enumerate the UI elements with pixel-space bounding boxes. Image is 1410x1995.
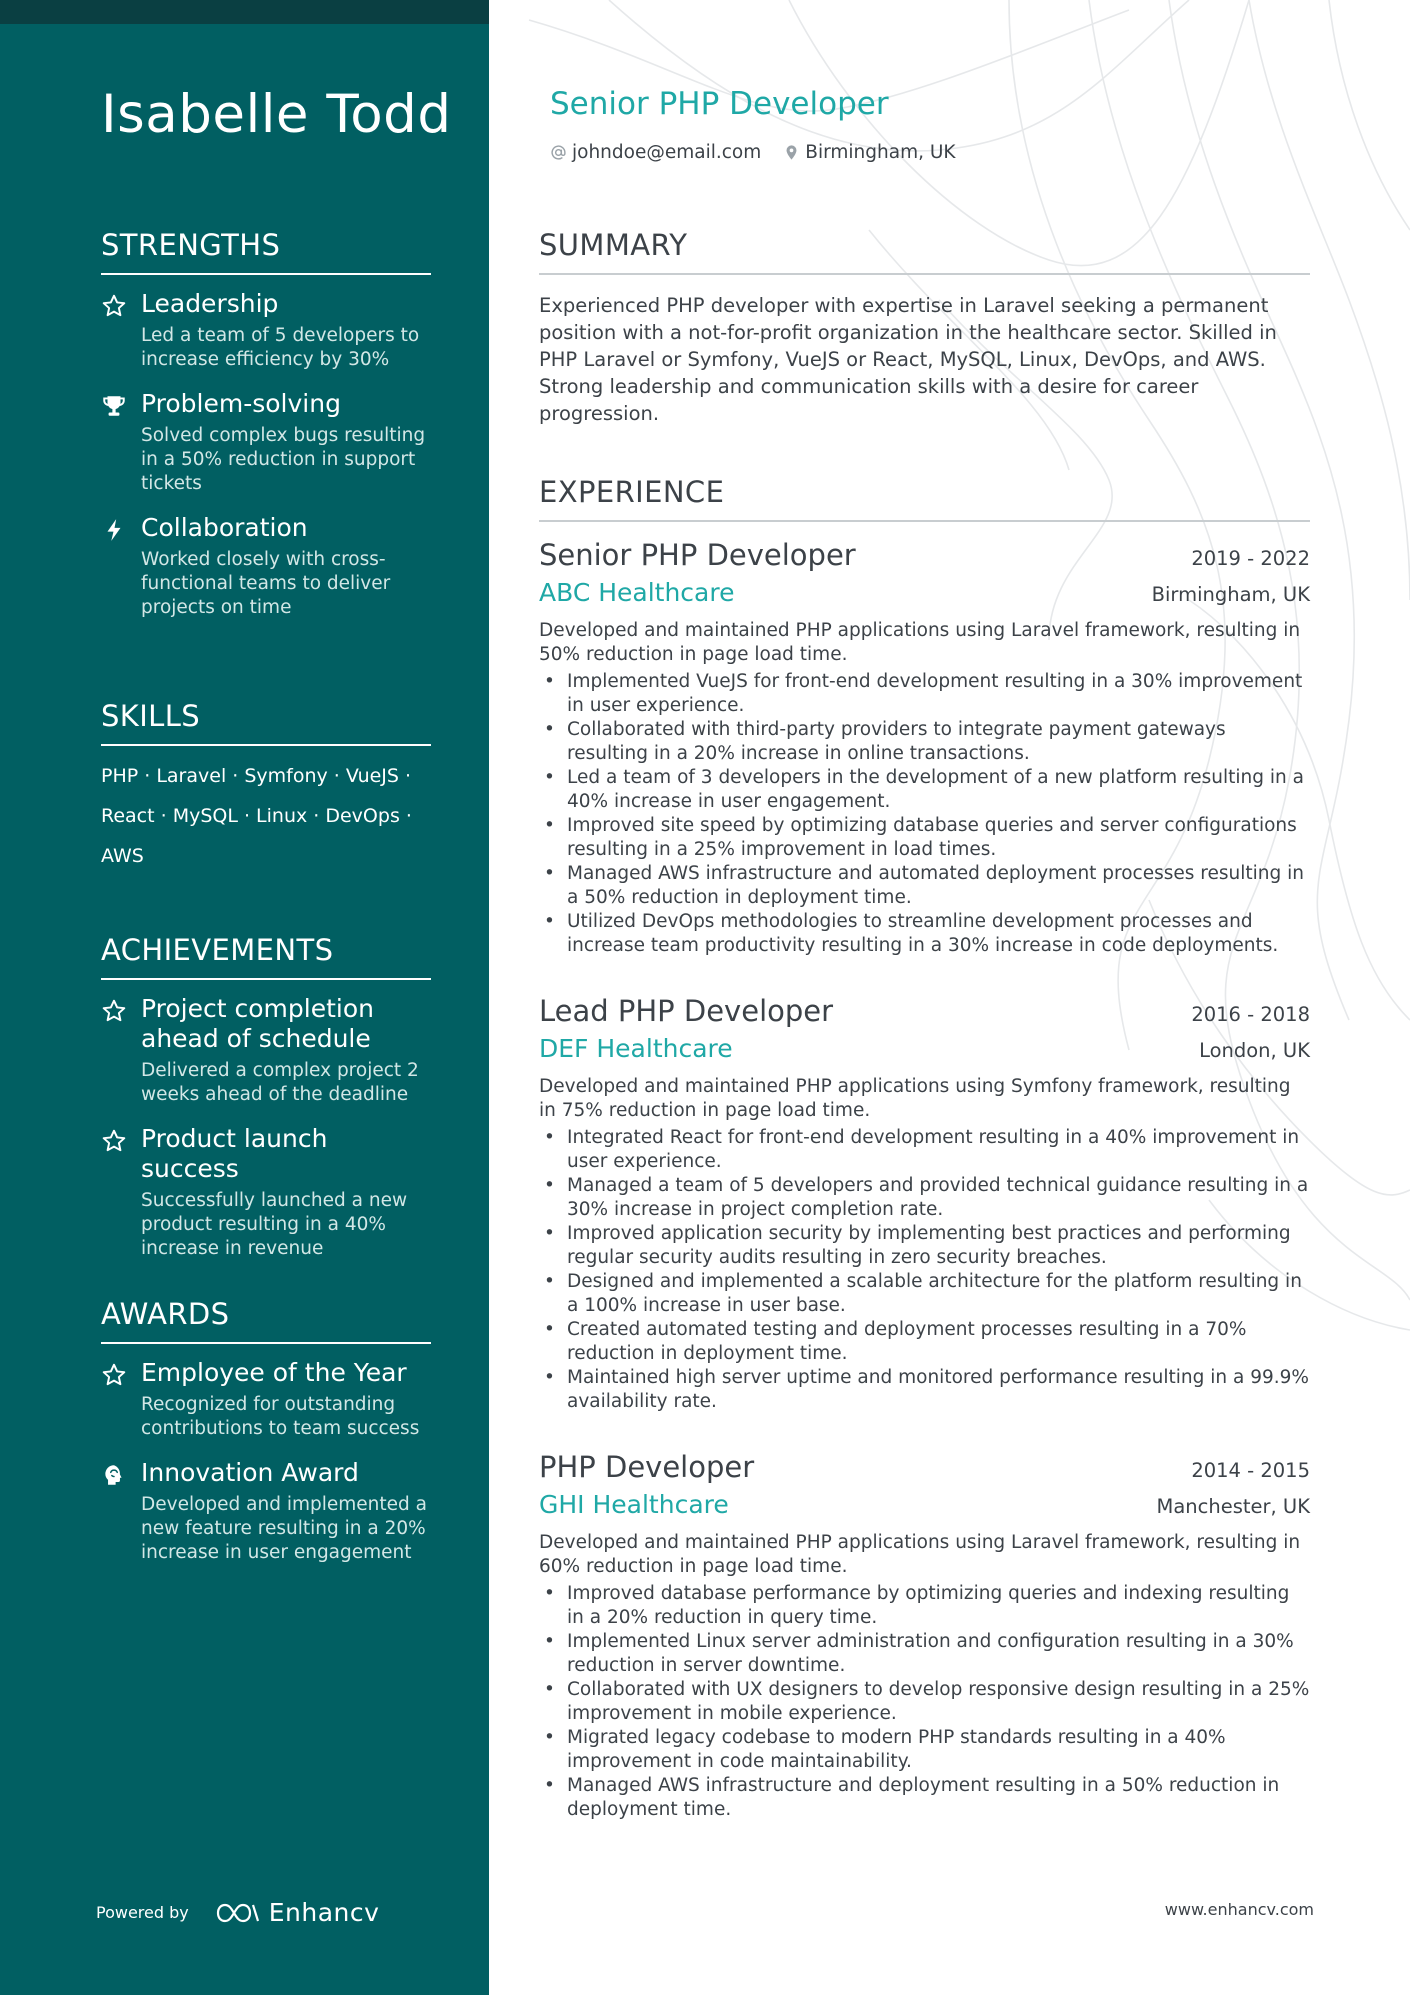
job-location: Manchester, UK (1156, 1495, 1310, 1518)
achievements-section (101, 933, 431, 1278)
strength-desc: Solved complex bugs resulting in a 50% reduction in support tickets (141, 425, 426, 494)
powered-by-label: Powered by (96, 1903, 189, 1922)
job-bullet: • Created automated testing and deployment processes resulting in a 70% reduction in deployment time. (539, 1318, 1310, 1366)
job-bullet: • Managed a team of 5 developers and provided technical guidance resulting in a 30% increase in project completion rate. (539, 1174, 1310, 1222)
award-title: Innovation Award (141, 1458, 359, 1487)
strengths-heading: STRENGTHS (101, 228, 431, 275)
job-company: DEF Healthcare (539, 1034, 733, 1063)
enhancv-logo-icon (215, 1901, 261, 1925)
main-content (489, 0, 1410, 1995)
strength-desc: Led a team of 5 developers to increase efficiency by 30% (141, 325, 420, 370)
skills-heading: SKILLS (101, 699, 431, 746)
job-dates: 2014 - 2015 (1191, 1459, 1310, 1482)
experience-heading: EXPERIENCE (539, 475, 1310, 522)
job-entry (539, 1450, 1310, 1822)
job-bullet: • Improved database performance by optimizing queries and indexing resulting in a 20% reduction in query time. (539, 1582, 1310, 1630)
star-icon (101, 1362, 127, 1388)
job-description: Developed and maintained PHP applications using Laravel framework, resulting in 60% reduction in page load time. (539, 1532, 1301, 1577)
job-bullet: • Maintained high server uptime and monitored performance resulting in a 99.9% availability rate. (539, 1366, 1310, 1414)
strength-title: Problem-solving (141, 389, 341, 418)
contact-email[interactable] (550, 142, 761, 163)
job-bullet: • Implemented Linux server administration and configuration resulting in a 30% reduction in server downtime. (539, 1630, 1310, 1678)
job-company: ABC Healthcare (539, 578, 735, 607)
job-company: GHI Healthcare (539, 1490, 729, 1519)
powered-by (96, 1898, 379, 1927)
skills-list: PHP · Laravel · Symfony · VueJS · React · MySQL · Linux · DevOps · AWS (101, 765, 412, 867)
map-pin-icon (783, 144, 800, 161)
achievement-title: Product launch success (141, 1124, 328, 1183)
achievement-desc: Delivered a complex project 2 weeks ahead of the deadline (141, 1060, 419, 1105)
job-bullet: • Collaborated with third-party providers to integrate payment gateways resulting in a 20% increase in online transactions. (539, 718, 1310, 766)
trophy-icon (101, 393, 127, 419)
strength-item (101, 513, 431, 620)
strength-title: Leadership (141, 289, 279, 318)
star-icon (101, 998, 127, 1024)
star-icon (101, 1128, 127, 1154)
website-link[interactable]: www.enhancv.com (1164, 1900, 1314, 1919)
job-bullet-list (539, 1582, 1310, 1822)
achievement-item (101, 994, 431, 1107)
strength-title: Collaboration (141, 513, 308, 542)
contact-email-text: johndoe@email.com (572, 142, 762, 163)
job-bullet: • Improved application security by implementing best practices and performing regular security audits resulting in zero security breaches. (539, 1222, 1310, 1270)
job-entry (539, 994, 1310, 1414)
achievements-heading: ACHIEVEMENTS (101, 933, 431, 980)
headline-title: Senior PHP Developer (550, 86, 889, 122)
achievement-title: Project completion ahead of schedule (141, 994, 374, 1053)
contact-location-text: Birmingham, UK (805, 142, 956, 163)
sidebar (0, 0, 489, 1995)
job-bullet: • Managed AWS infrastructure and deployment resulting in a 50% reduction in deployment time. (539, 1774, 1310, 1822)
job-title: Senior PHP Developer (539, 538, 856, 572)
sidebar-top-bar (0, 0, 489, 24)
job-dates: 2016 - 2018 (1191, 1003, 1310, 1026)
star-icon (101, 293, 127, 319)
bolt-icon (101, 517, 127, 543)
strengths-section (101, 228, 431, 637)
achievement-desc: Successfully launched a new product resulting in a 40% increase in revenue (141, 1190, 408, 1259)
job-bullet: • Implemented VueJS for front-end development resulting in a 30% improvement in user experience. (539, 670, 1310, 718)
award-desc: Recognized for outstanding contributions to team success (141, 1394, 420, 1439)
job-bullet: • Integrated React for front-end development resulting in a 40% improvement in user experience. (539, 1126, 1310, 1174)
achievement-item (101, 1124, 431, 1261)
strength-desc: Worked closely with cross-functional teams to deliver projects on time (141, 549, 391, 618)
award-item (101, 1358, 431, 1441)
summary-heading: SUMMARY (539, 228, 1310, 275)
at-icon (550, 144, 567, 161)
awards-heading: AWARDS (101, 1297, 431, 1344)
job-bullet: • Migrated legacy codebase to modern PHP standards resulting in a 40% improvement in code maintainability. (539, 1726, 1310, 1774)
strength-item (101, 289, 431, 372)
job-bullet: • Utilized DevOps methodologies to streamline development processes and increase team productivity resulting in a 30% increase in code deployments. (539, 910, 1310, 958)
strength-item (101, 389, 431, 496)
job-description: Developed and maintained PHP applications using Laravel framework, resulting in 50% reduction in page load time. (539, 620, 1301, 665)
enhancv-brand: Enhancv (268, 1898, 380, 1927)
contact-info (550, 142, 978, 163)
award-item (101, 1458, 431, 1565)
summary-text: Experienced PHP developer with expertise in Laravel seeking a permanent position with a not-for-profit organization in the healthcare sector. Skilled in PHP Laravel or Symfony, VueJS or React, MySQL, Linux, DevOps, and AWS. Strong leadership and communication skills with a desire for career progression. (539, 294, 1277, 425)
job-bullet-list (539, 1126, 1310, 1414)
candidate-name: Isabelle Todd (101, 84, 452, 145)
awards-section (101, 1297, 431, 1582)
job-description: Developed and maintained PHP applications using Symfony framework, resulting in 75% reduction in page load time. (539, 1076, 1291, 1121)
job-bullet: • Improved site speed by optimizing database queries and server configurations resulting in a 25% improvement in load times. (539, 814, 1310, 862)
job-dates: 2019 - 2022 (1191, 547, 1310, 570)
skills-section (101, 699, 431, 876)
contact-location (783, 142, 955, 163)
award-desc: Developed and implemented a new feature resulting in a 20% increase in user engagement (141, 1494, 428, 1563)
award-title: Employee of the Year (141, 1358, 407, 1387)
job-bullet: • Managed AWS infrastructure and automated deployment processes resulting in a 50% reduction in deployment time. (539, 862, 1310, 910)
job-bullet: • Led a team of 3 developers in the development of a new platform resulting in a 40% increase in user engagement. (539, 766, 1310, 814)
brain-icon (101, 1462, 127, 1488)
job-title: PHP Developer (539, 1450, 755, 1484)
job-entry (539, 538, 1310, 958)
job-bullet: • Collaborated with UX designers to develop responsive design resulting in a 25% improvement in mobile experience. (539, 1678, 1310, 1726)
job-bullet-list (539, 670, 1310, 958)
job-location: Birmingham, UK (1151, 583, 1310, 606)
job-bullet: • Designed and implemented a scalable architecture for the platform resulting in a 100% increase in user base. (539, 1270, 1310, 1318)
job-location: London, UK (1199, 1039, 1310, 1062)
job-title: Lead PHP Developer (539, 994, 834, 1028)
